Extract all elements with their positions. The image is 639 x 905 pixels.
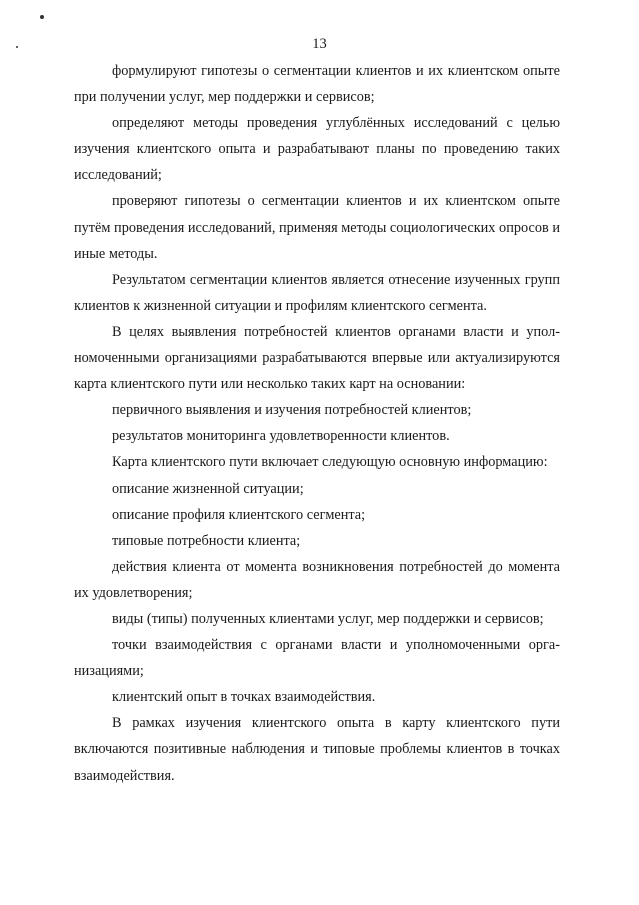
list-item: результатов мониторинга удовлетворенности клиентов. (112, 428, 450, 445)
paragraph: проверяют гипотезы о сегментации клиентов и их клиентском опыте путём проведения исследований, применяя методы социологических опросов и иные методы. (74, 193, 560, 262)
list-item: виды (типы) полученных клиентами услуг, мер поддержки и сервисов; (112, 610, 544, 627)
list-item: описание профиля клиентского сегмента; (112, 506, 366, 523)
document-body (74, 58, 560, 789)
list-item: точки взаимодействия с органами власти и уполномоченными организациями; (74, 637, 560, 680)
paragraph: В рамках изучения клиентского опыта в карту клиентского пути включаются позитивные наблюдения и типовые проблемы клиентов в точках взаимодействия. (74, 715, 560, 784)
scan-speck (40, 15, 44, 19)
list-item: первичного выявления и изучения потребностей клиентов; (112, 402, 472, 419)
list-item: типовые потребности клиента; (112, 532, 301, 549)
list-item: описание жизненной ситуации; (112, 480, 304, 497)
list-item: клиентский опыт в точках взаимодействия. (112, 689, 376, 706)
list-item: действия клиента от момента возникновения потребностей до момента их удовлетворения; (74, 558, 560, 601)
page-number: 13 (312, 36, 327, 52)
paragraph: определяют методы проведения углублённых исследований с целью изучения клиентского опыта и разрабатывают планы по проведению таких исследований; (74, 115, 560, 184)
paragraph: Карта клиентского пути включает следующую основную информацию: (112, 454, 548, 471)
paragraph: формулируют гипотезы о сегментации клиентов и их клиентском опыте при получении услуг, мер поддержки и сервисов; (74, 63, 560, 106)
paragraph: Результатом сегментации клиентов является отнесение изученных групп клиентов к жизненной ситуации и профилям клиентского сегмента. (74, 271, 560, 314)
paragraph: В целях выявления потребностей клиентов органами власти и уполномоченными организациями разрабатываются впервые или актуализируются карта клиентского пути или несколько таких карт на основании: (74, 323, 560, 393)
